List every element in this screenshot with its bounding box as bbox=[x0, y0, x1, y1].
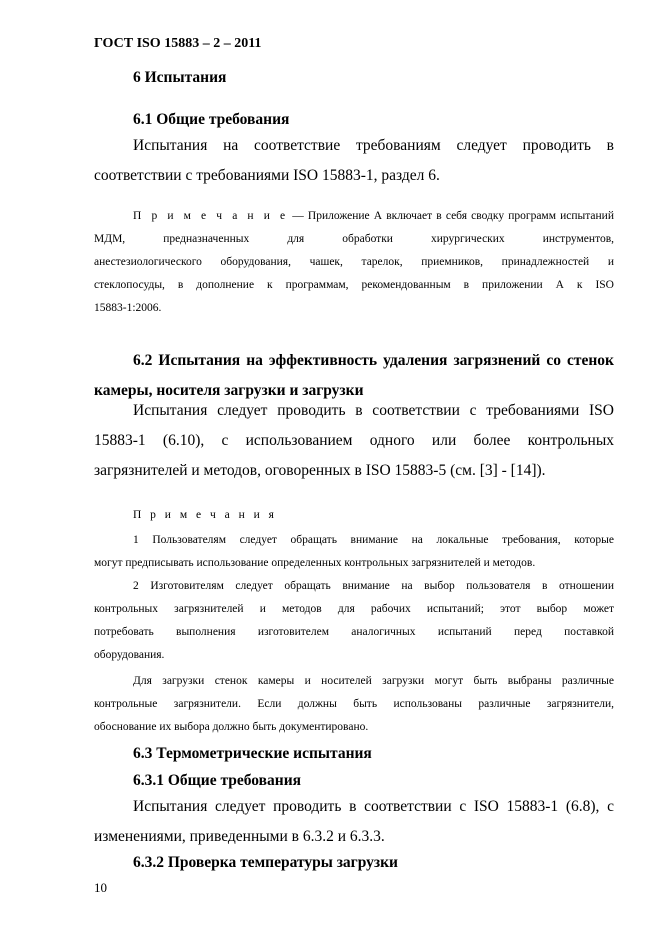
text-line: 1 Пользователям следует обращать внимание на локальные требования, которые bbox=[133, 534, 614, 546]
note-label: П р и м е ч а н и е bbox=[133, 210, 289, 222]
text-line: контрольные загрязнители. Если должны быть использованы различные загрязнители, bbox=[94, 698, 614, 710]
notes-2 bbox=[94, 504, 614, 739]
text-line: загрязнителей и методов, оговоренных в ISO 15883-5 (см. [3] - [14]). bbox=[94, 462, 546, 479]
section-6-3-1-heading: 6.3.1 Общие требования bbox=[133, 772, 302, 789]
section-6-1-text bbox=[94, 131, 614, 191]
section-6-3-2-heading: 6.3.2 Проверка температуры загрузки bbox=[133, 854, 398, 871]
text-line: 2 Изготовителям следует обращать внимание на выбор пользователя в отношении bbox=[133, 580, 614, 592]
section-6-3-heading: 6.3 Термометрические испытания bbox=[133, 745, 372, 762]
text-line: Испытания следует проводить в соответствии с ISO 15883-1 (6.8), с bbox=[133, 798, 614, 815]
text-line: стеклопосуды, в дополнение к программам, рекомендованным в приложении А к ISO bbox=[94, 279, 614, 291]
section-6-2-text bbox=[94, 396, 614, 486]
section-6-1-heading: 6.1 Общие требования bbox=[133, 111, 290, 128]
section-6-heading: 6 Испытания bbox=[133, 69, 227, 86]
text-line: обоснование их выбора должно быть документировано. bbox=[94, 721, 369, 733]
page-number: 10 bbox=[94, 880, 107, 895]
text-line: потребовать выполнения изготовителем аналогичных испытаний перед поставкой bbox=[94, 626, 614, 638]
section-6-3-1-text bbox=[94, 792, 614, 852]
text-line: контрольных загрязнителей и методов для рабочих испытаний; этот выбор может bbox=[94, 603, 614, 615]
text-line: Испытания на соответствие требованиям следует проводить в bbox=[133, 137, 614, 154]
notes-label: П р и м е ч а н и я bbox=[133, 509, 277, 521]
text-line: анестезиологического оборудования, чашек, тарелок, приемников, принадлежностей и bbox=[94, 256, 614, 268]
text-line: 15883-1 (6.10), с использованием одного или более контрольных bbox=[94, 432, 614, 449]
text-line: Испытания следует проводить в соответствии с требованиями ISO bbox=[133, 402, 614, 419]
note-1 bbox=[94, 205, 614, 320]
text-line: 15883-1:2006. bbox=[94, 302, 162, 314]
text-line: Для загрузки стенок камеры и носителей загрузки могут быть выбраны различные bbox=[133, 675, 614, 687]
document-header: ГОСТ ISO 15883 – 2 – 2011 bbox=[94, 36, 262, 51]
text-line: соответствии с требованиями ISO 15883-1, раздел 6. bbox=[94, 167, 440, 184]
text-line: могут предписывать использование определенных контрольных загрязнителей и методов. bbox=[94, 557, 536, 569]
text-line: — Приложение А включает в себя сводку программ испытаний bbox=[292, 210, 614, 222]
text-line: изменениями, приведенными в 6.3.2 и 6.3.3. bbox=[94, 828, 385, 845]
text-line: МДМ, предназначенных для обработки хирургических инструментов, bbox=[94, 233, 614, 245]
heading-line: камеры, носителя загрузки и загрузки bbox=[94, 382, 364, 399]
heading-line: 6.2 Испытания на эффективность удаления загрязнений со стенок bbox=[133, 352, 614, 369]
text-line: оборудования. bbox=[94, 649, 165, 661]
